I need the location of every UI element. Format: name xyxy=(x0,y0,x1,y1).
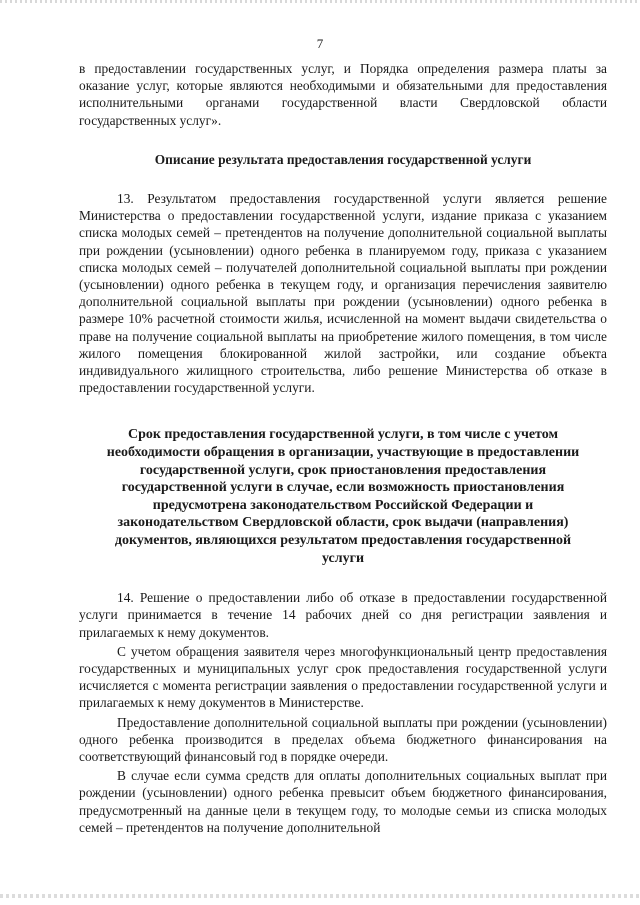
paragraph-mfc-term: С учетом обращения заявителя через многофункциональный центр предоставления государственных и муниципальных услуг срок предоставления государственной услуги исчисляется с момента регистрации заявления о предоставлении государственной услуги и прилагаемых к нему документов в Министерстве. xyxy=(79,643,607,711)
paragraph-continuation: в предоставлении государственных услуг, и Порядка определения размера платы за оказание услуг, которые являются необходимыми и обязательными для предоставления исполнительными органами государственной власти Свердловской области государственных услуг». xyxy=(79,61,607,128)
paragraph-budget-excess: В случае если сумма средств для оплаты дополнительных социальных выплат при рождении (усыновлении) одного ребенка превысит объем бюджетного финансирования, предусмотренный на данные цели в текущем году, то молодые семьи из списка молодых семей – претендентов на получение дополнительной xyxy=(79,768,607,835)
document-body xyxy=(79,60,607,836)
paragraph-budget-limit: Предоставление дополнительной социальной выплаты при рождении (усыновлении) одного ребенка производится в пределах объема бюджетного финансирования на соответствующий финансовый год в порядке очереди. xyxy=(79,714,607,765)
section-heading-result: Описание результата предоставления государственной услуги xyxy=(154,151,532,167)
paragraph-14: 14. Решение о предоставлении либо об отказе в предоставлении государственной услуги принимается в течение 14 рабочих дней со дня регистрации заявления и прилагаемых к нему документов. xyxy=(79,590,607,640)
scan-edge-top xyxy=(0,0,640,3)
section-heading-term: Срок предоставления государственной услуги, в том числе с учетом необходимости обращения в организации, участвующие в предоставлении государственной услуги, срок приостановления предоставления государственной услуги в случае, если возможность приостановления предусмотрена законодательством Российской Федерации и законодательством Свердловской области, срок выдачи (направления) документов, являющихся результатом предоставления государственной услуги xyxy=(106,427,580,566)
paragraph-13: 13. Результатом предоставления государственной услуги является решение Министерства о предоставлении государственной услуги, издание приказа с указанием списка молодых семей – претендентов на получение дополнительной социальной выплаты при рождении (усыновлении) одного ребенка в планируемом году, приказа с указанием списка молодых семей – получателей дополнительной социальной выплаты при рождении (усыновлении) одного ребенка в текущем году, и организация перечисления заявителю дополнительной социальной выплаты при рождении (усыновлении) одного ребенка в размере 10% расчетной стоимости жилья, исчисленной на момент выдачи свидетельства о праве на получение социальной выплаты на приобретение жилого помещения, в том числе жилого помещения блокированной жилой застройки, или создание объекта индивидуального жилищного строительства, либо решение Министерства об отказе в предоставлении государственной услуги. xyxy=(79,191,607,396)
page-number: 7 xyxy=(316,36,324,51)
scan-edge-bottom xyxy=(0,894,640,898)
